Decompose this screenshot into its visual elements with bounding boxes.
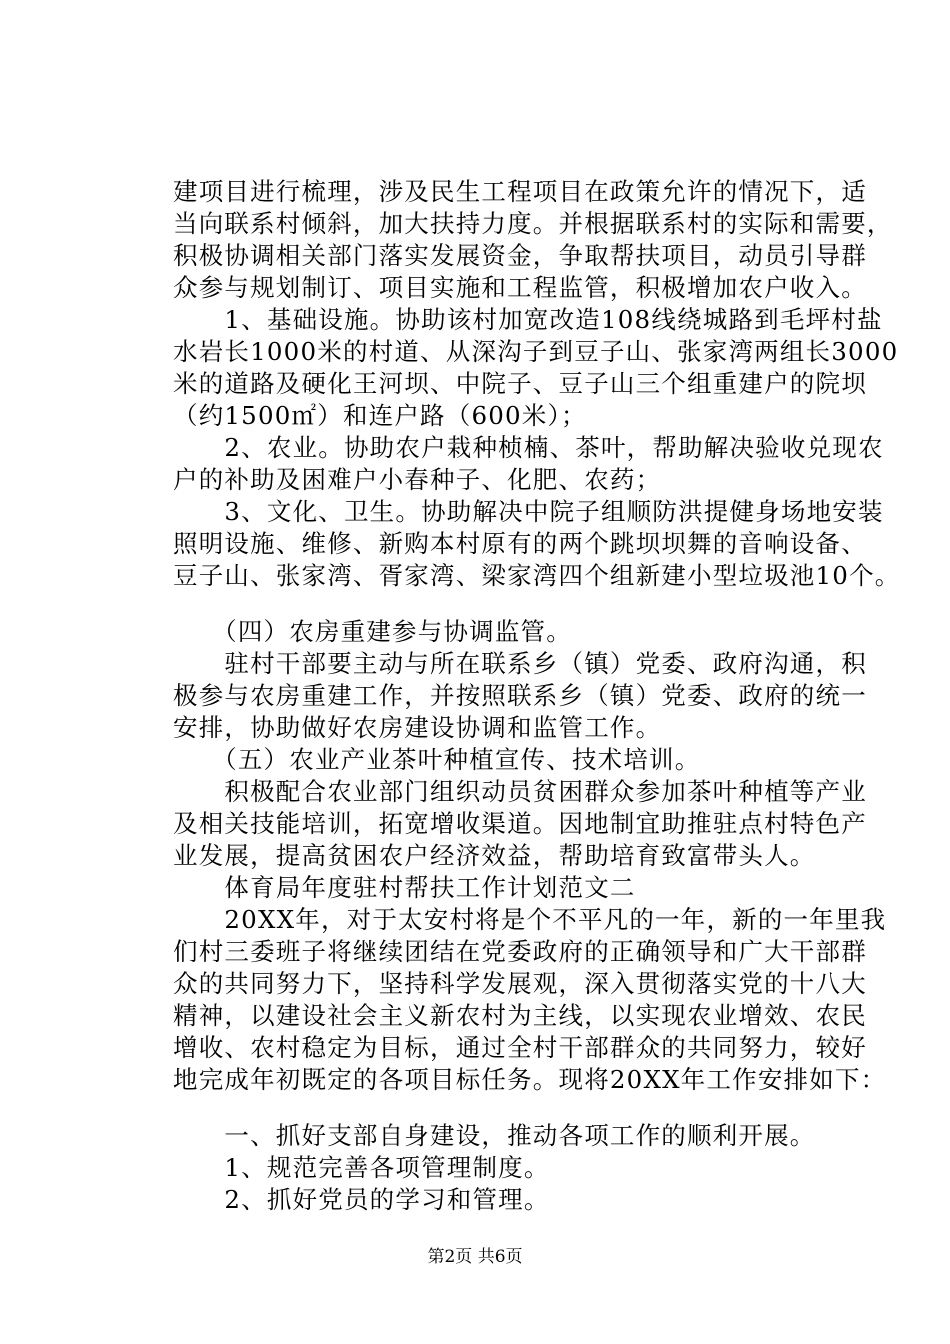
body-line: 业发展，提高贫困农户经济效益，帮助培育致富带头人。: [173, 841, 816, 870]
body-line: 3、文化、卫生。协助解决中院子组顺防洪提健身场地安装: [173, 497, 884, 526]
body-line: 豆子山、张家湾、胥家湾、梁家湾四个组新建小型垃圾池10个。: [173, 561, 901, 590]
body-line: 户的补助及困难户小春种子、化肥、农药；: [173, 465, 662, 494]
body-line: 极参与农房重建工作，并按照联系乡（镇）党委、政府的统一: [173, 681, 867, 710]
body-line: 增收、农村稳定为目标，通过全村干部群众的共同努力，较好: [173, 1033, 867, 1062]
body-line: 1、基础设施。协助该村加宽改造108线绕城路到毛坪村盐: [173, 305, 883, 334]
body-line: 们村三委班子将继续团结在党委政府的正确领导和广大干部群: [173, 937, 867, 966]
list-item: 1、规范完善各项管理制度。: [173, 1153, 550, 1182]
body-line: （约1500㎡）和连户路（600米）；: [173, 401, 587, 430]
section-heading: （四）农房重建参与协调监管。: [173, 617, 572, 646]
body-line: 水岩长1000米的村道、从深沟子到豆子山、张家湾两组长3000: [173, 337, 899, 366]
body-line: 驻村干部要主动与所在联系乡（镇）党委、政府沟通，积: [173, 649, 867, 678]
body-line: 米的道路及硬化王河坝、中院子、豆子山三个组重建户的院坝: [173, 369, 867, 398]
body-line: 20XX年，对于太安村将是个不平凡的一年，新的一年里我: [173, 905, 887, 934]
body-line: 众参与规划制订、项目实施和工程监管，积极增加农户收入。: [173, 273, 867, 302]
body-line: 地完成年初既定的各项目标任务。现将20XX年工作安排如下：: [173, 1065, 887, 1094]
body-line: 积极协调相关部门落实发展资金，争取帮扶项目，动员引导群: [173, 241, 867, 270]
body-line: 照明设施、维修、新购本村原有的两个跳坝坝舞的音响设备、: [173, 529, 867, 558]
body-line: 当向联系村倾斜，加大扶持力度。并根据联系村的实际和需要，: [173, 209, 893, 238]
section-heading: 一、抓好支部自身建设，推动各项工作的顺利开展。: [173, 1121, 816, 1150]
section-heading: （五）农业产业茶叶种植宣传、技术培训。: [173, 745, 701, 774]
body-line: 安排，协助做好农房建设协调和监管工作。: [173, 713, 662, 742]
body-line: 2、农业。协助农户栽种桢楠、茶叶，帮助解决验收兑现农: [173, 433, 884, 462]
document-title-2: 体育局年度驻村帮扶工作计划范文二: [173, 873, 636, 902]
body-line: 众的共同努力下，坚持科学发展观，深入贯彻落实党的十八大: [173, 969, 867, 998]
list-item: 2、抓好党员的学习和管理。: [173, 1185, 550, 1214]
page-number: 第2页 共6页: [427, 1247, 523, 1267]
body-line: 精神，以建设社会主义新农村为主线，以实现农业增效、农民: [173, 1001, 867, 1030]
body-line: 及相关技能培训，拓宽增收渠道。因地制宜助推驻点村特色产: [173, 809, 867, 838]
body-line: 积极配合农业部门组织动员贫困群众参加茶叶种植等产业: [173, 777, 867, 806]
body-line: 建项目进行梳理，涉及民生工程项目在政策允许的情况下，适: [173, 177, 867, 206]
